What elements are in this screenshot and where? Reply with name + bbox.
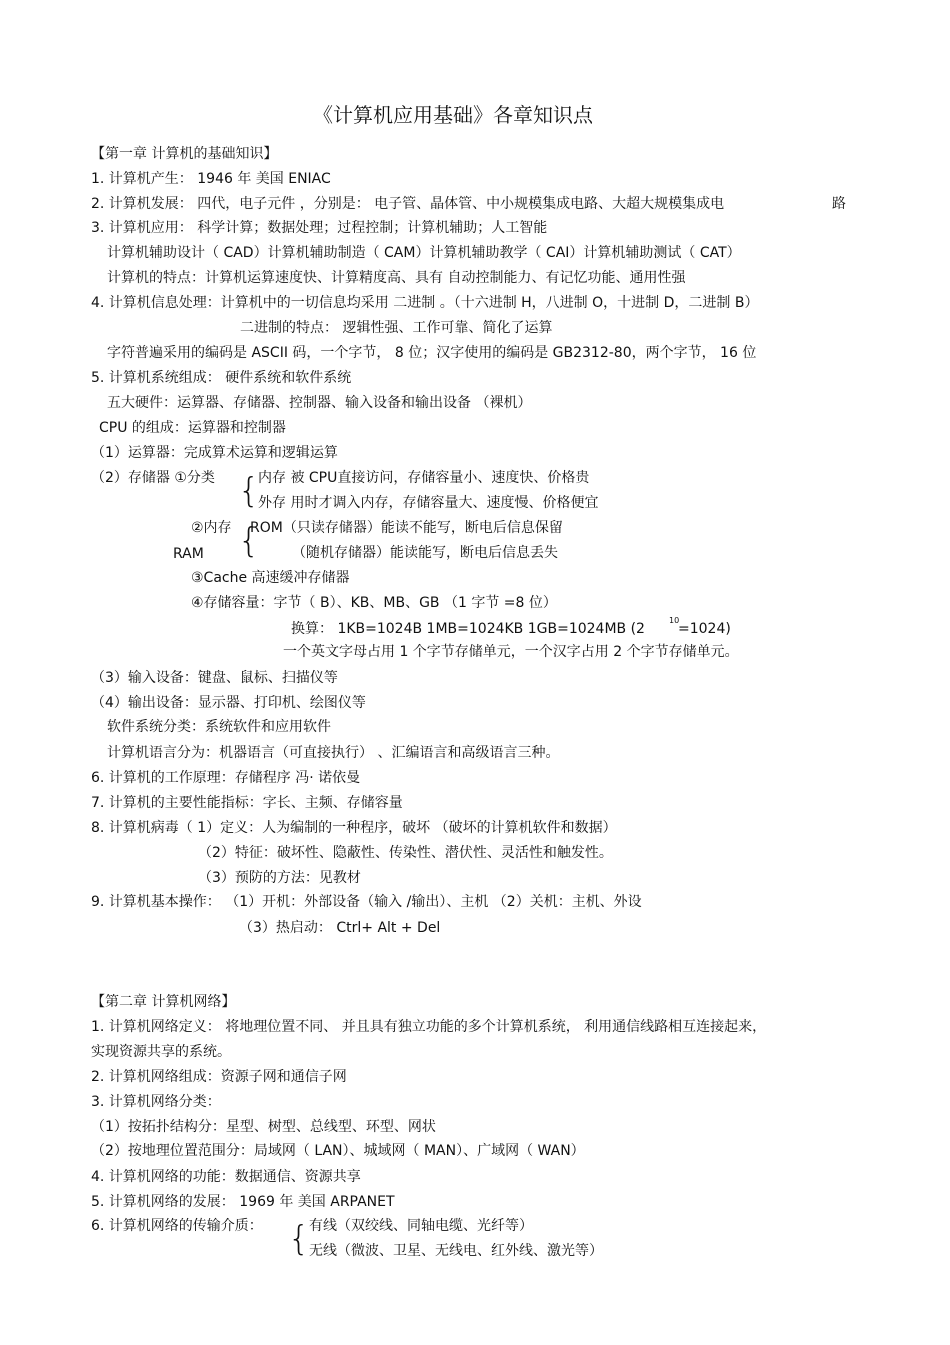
- ch1-language: 计算机语言分为：机器语言（可直接执行） 、汇编语言和高级语言三种。: [107, 745, 560, 761]
- ch1-line-9a: （3）热启动： Ctrl+ Alt + Del: [239, 920, 441, 936]
- ch1-sub-4: （4）输出设备：显示器、打印机、绘图仪等: [91, 695, 366, 711]
- ch2-line-3a: （1）按拓扑结构分：星型、树型、总线型、环型、网状: [91, 1119, 436, 1135]
- chapter-2-header: 【第二章 计算机网络】: [91, 994, 236, 1010]
- memory-cache: ③Cache 高速缓冲存储器: [191, 570, 350, 586]
- ch1-line-8b: （3）预防的方法：见教材: [198, 870, 361, 886]
- ch1-line-2: 2. 计算机发展： 四代，电子元件 ，分别是： 电子管、晶体管、中小规模集成电路、大超大规模集成电: [91, 196, 725, 212]
- ch1-line-4: 4. 计算机信息处理：计算机中的一切信息均采用 二进制 。（十六进制 H，八进制 O，十进制 D，二进制 B）: [91, 295, 759, 311]
- ch2-line-3b: （2）按地理位置范围分：局域网（ LAN）、城域网（ MAN）、广域网（ WAN）: [91, 1143, 585, 1159]
- ch1-sub-3: （3）输入设备：键盘、鼠标、扫描仪等: [91, 670, 338, 686]
- ch1-line-2-end: 路: [832, 196, 846, 212]
- memory-conversion: 换算： 1KB=1024B 1MB=1024KB 1GB=1024MB (2: [291, 621, 645, 637]
- ch1-line-1: 1. 计算机产生： 1946 年 美国 ENIAC: [91, 171, 331, 187]
- ch2-line-1a: 实现资源共享的系统。: [91, 1044, 231, 1060]
- memory-conversion-end: =1024): [678, 621, 731, 637]
- exponent: 10: [669, 616, 680, 625]
- memory-ram-label: RAM: [173, 546, 204, 562]
- ch1-line-4a: 二进制的特点： 逻辑性强、工作可靠、简化了运算: [240, 320, 553, 336]
- ch1-sub-1: （1）运算器：完成算术运算和逻辑运算: [91, 445, 338, 461]
- ch1-software: 软件系统分类：系统软件和应用软件: [107, 719, 331, 735]
- ch2-line-5: 5. 计算机网络的发展： 1969 年 美国 ARPANET: [91, 1194, 395, 1210]
- ch1-sub-2: （2）存储器 ①分类: [91, 470, 215, 486]
- memory-internal: 内存 被 CPU直接访问，存储容量小、速度快、价格贵: [258, 470, 590, 486]
- ch1-line-8a: （2）特征：破坏性、隐蔽性、传染性、潜伏性、灵活性和触发性。: [198, 845, 613, 861]
- ch1-line-3a: 计算机辅助设计（ CAD）计算机辅助制造（ CAM）计算机辅助教学（ CAI）计算机辅助测试（ CAT）: [107, 245, 741, 261]
- chapter-1-header: 【第一章 计算机的基础知识】: [91, 146, 278, 162]
- ch1-line-4b: 字符普遍采用的编码是 ASCII 码，一个字节， 8 位；汉字使用的编码是 GB2312-80，两个字节， 16 位: [107, 345, 757, 361]
- memory-internal-label: ②内存: [191, 520, 232, 536]
- page-title: 《计算机应用基础》各章知识点: [313, 103, 593, 127]
- memory-char-storage: 一个英文字母占用 1 个字节存储单元，一个汉字占用 2 个字节存储单元。: [283, 644, 739, 660]
- medium-wireless: 无线（微波、卫星、无线电、红外线、激光等）: [309, 1243, 603, 1259]
- ch2-line-1: 1. 计算机网络定义： 将地理位置不同、 并且具有独立功能的多个计算机系统， 利用通信线路相互连接起来，: [91, 1019, 767, 1035]
- ch2-line-6: 6. 计算机网络的传输介质：: [91, 1218, 263, 1234]
- brace-icon: {: [238, 471, 260, 511]
- brace-icon: {: [238, 521, 260, 561]
- ch1-line-5b: CPU 的组成：运算器和控制器: [99, 420, 286, 436]
- memory-external: 外存 用时才调入内存，存储容量大、速度慢、价格便宜: [258, 495, 599, 511]
- brace-icon: {: [288, 1219, 310, 1259]
- ch1-line-5: 5. 计算机系统组成： 硬件系统和软件系统: [91, 370, 352, 386]
- ch1-line-3b: 计算机的特点：计算机运算速度快、计算精度高、具有 自动控制能力、有记忆功能、通用性强: [107, 270, 686, 286]
- memory-rom: ROM（只读存储器）能读不能写，断电后信息保留: [250, 520, 563, 536]
- ch1-line-3: 3. 计算机应用： 科学计算；数据处理；过程控制；计算机辅助；人工智能: [91, 220, 548, 236]
- memory-ram: （随机存储器）能读能写，断电后信息丢失: [292, 545, 558, 561]
- ch1-line-6: 6. 计算机的工作原理：存储程序 冯· 诺依曼: [91, 770, 361, 786]
- ch2-line-4: 4. 计算机网络的功能：数据通信、资源共享: [91, 1169, 361, 1185]
- ch1-line-9: 9. 计算机基本操作： （1）开机：外部设备（输入 /输出）、主机 （2）关机：主机、外设: [91, 894, 642, 910]
- ch1-line-5a: 五大硬件：运算器、存储器、控制器、输入设备和输出设备 （裸机）: [107, 395, 532, 411]
- ch1-line-8: 8. 计算机病毒（ 1）定义：人为编制的一种程序，破坏 （破坏的计算机软件和数据）: [91, 820, 617, 836]
- medium-wired: 有线（双绞线、同轴电缆、光纤等）: [309, 1218, 533, 1234]
- memory-capacity: ④存储容量：字节（ B）、KB、MB、GB （1 字节 =8 位）: [191, 595, 557, 611]
- ch2-line-3: 3. 计算机网络分类：: [91, 1094, 221, 1110]
- ch1-line-7: 7. 计算机的主要性能指标：字长、主频、存储容量: [91, 795, 403, 811]
- ch2-line-2: 2. 计算机网络组成：资源子网和通信子网: [91, 1069, 347, 1085]
